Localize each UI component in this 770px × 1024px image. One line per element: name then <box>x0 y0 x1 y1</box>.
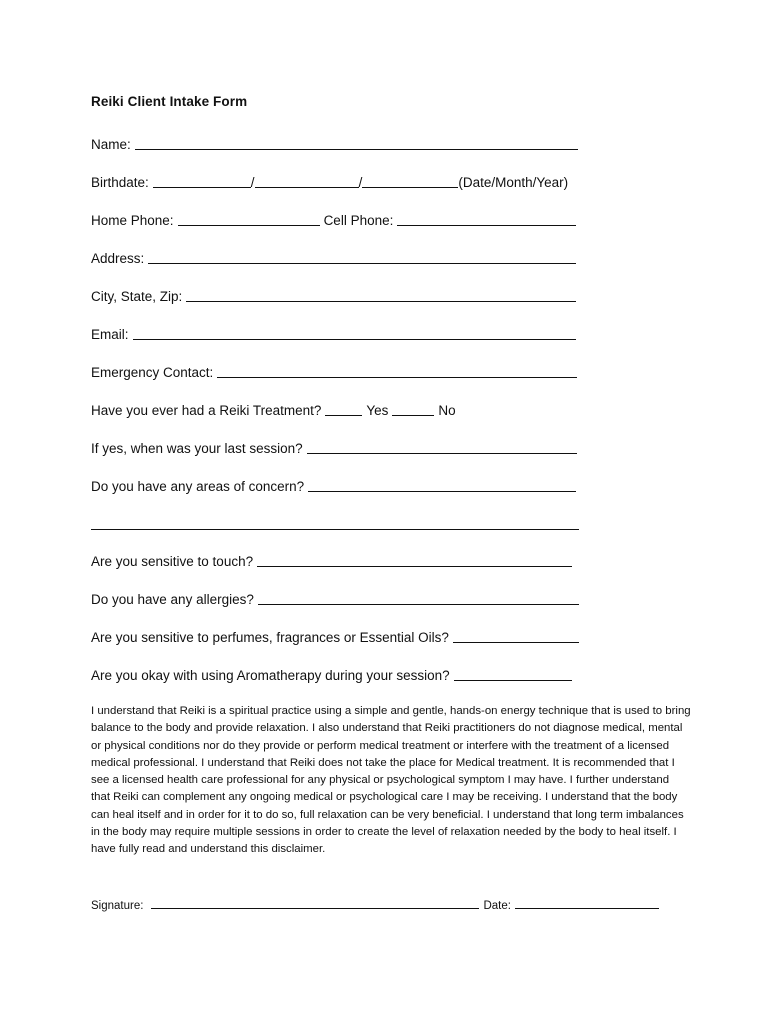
disclaimer-text: I understand that Reiki is a spiritual practice using a simple and gentle, hands-on energy technique that is used to bring balance to the body and provide relaxation. I also understand that Reiki practitioners do not diagnose medical, mental or physical conditions nor do they provide or perform medical treatment or interfere with the treatment of a licensed medical professional. I understand that Reiki does not take the place for Medical treatment. It is recommended that I see a licensed health care professional for any physical or psychological symptom I may have. I further understand that Reiki can complement any ongoing medical or psychological care I may be receiving. I understand that the body can heal itself and in order for it to do so, full relaxation can be very beneficial. I understand that long term imbalances in the body may require multiple sessions in order to create the level of relaxation needed by the body to heal itself. I have fully read and understand this disclaimer. <box>91 705 691 856</box>
reiki-yes-field[interactable] <box>325 403 362 416</box>
cell-phone-label: Cell Phone: <box>323 213 394 228</box>
address-row <box>91 250 576 268</box>
email-row <box>91 326 576 344</box>
reiki-treatment-row <box>91 402 456 420</box>
areas-of-concern-question: Do you have any areas of concern? <box>91 479 305 494</box>
reiki-no-field[interactable] <box>392 403 434 416</box>
fragrance-sensitivity-row <box>91 629 579 647</box>
phone-row <box>91 212 576 230</box>
touch-sensitivity-field[interactable] <box>257 554 572 567</box>
yes-label: Yes <box>366 403 389 418</box>
no-label: No <box>438 403 456 418</box>
last-session-field[interactable] <box>307 441 577 454</box>
emergency-contact-field[interactable] <box>217 365 577 378</box>
city-state-zip-field[interactable] <box>186 289 576 302</box>
signature-row <box>91 895 659 912</box>
fragrance-sensitivity-question: Are you sensitive to perfumes, fragrances or Essential Oils? <box>91 630 449 645</box>
signature-label: Signature: <box>91 900 144 912</box>
allergies-field[interactable] <box>258 592 579 605</box>
reiki-treatment-question: Have you ever had a Reiki Treatment? <box>91 403 322 418</box>
birthdate-row <box>91 174 568 192</box>
areas-of-concern-extra-line[interactable] <box>91 529 579 530</box>
email-label: Email: <box>91 327 129 342</box>
name-label: Name: <box>91 137 131 152</box>
form-title: Reiki Client Intake Form <box>91 94 248 109</box>
birthdate-format-hint: (Date/Month/Year) <box>458 175 569 190</box>
home-phone-field[interactable] <box>178 213 320 226</box>
aromatherapy-row <box>91 667 572 685</box>
last-session-question: If yes, when was your last session? <box>91 441 303 456</box>
date-label: Date: <box>483 900 511 912</box>
last-session-row <box>91 440 577 458</box>
city-state-zip-row <box>91 288 576 306</box>
touch-sensitivity-row <box>91 553 572 571</box>
aromatherapy-field[interactable] <box>454 668 572 681</box>
birthdate-day-field[interactable] <box>153 175 251 188</box>
home-phone-label: Home Phone: <box>91 213 174 228</box>
birthdate-label: Birthdate: <box>91 175 149 190</box>
birthdate-month-field[interactable] <box>255 175 359 188</box>
date-field[interactable] <box>515 898 659 909</box>
emergency-contact-label: Emergency Contact: <box>91 365 214 380</box>
name-field[interactable] <box>135 137 578 150</box>
allergies-question: Do you have any allergies? <box>91 592 254 607</box>
name-row <box>91 136 578 154</box>
birthdate-separator: / <box>250 175 255 190</box>
signature-field[interactable] <box>151 898 479 909</box>
fragrance-sensitivity-field[interactable] <box>453 630 579 643</box>
touch-sensitivity-question: Are you sensitive to touch? <box>91 554 254 569</box>
emergency-contact-row <box>91 364 577 382</box>
birthdate-year-field[interactable] <box>362 175 458 188</box>
email-field[interactable] <box>133 327 576 340</box>
allergies-row <box>91 591 579 609</box>
areas-of-concern-row <box>91 478 576 496</box>
cell-phone-field[interactable] <box>397 213 576 226</box>
address-field[interactable] <box>148 251 576 264</box>
address-label: Address: <box>91 251 145 266</box>
birthdate-separator: / <box>358 175 363 190</box>
areas-of-concern-field[interactable] <box>308 479 576 492</box>
aromatherapy-question: Are you okay with using Aromatherapy during your session? <box>91 668 450 683</box>
city-state-zip-label: City, State, Zip: <box>91 289 183 304</box>
